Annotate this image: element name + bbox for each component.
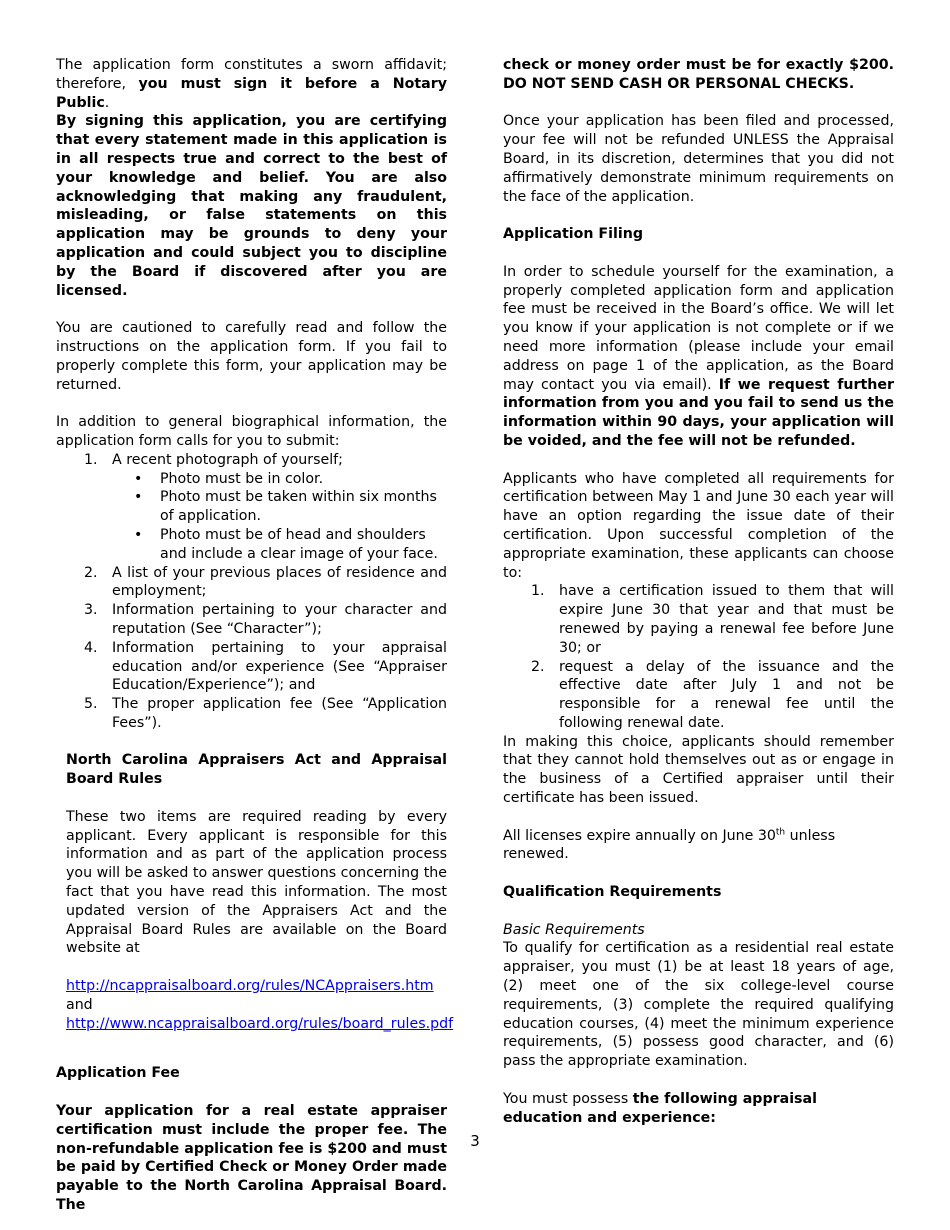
list-item-text: request a delay of the issuance and the effective date after July 1 and not be responsible for a renewal fee until the following renewal date. bbox=[559, 658, 894, 731]
list-item-text: A recent photograph of yourself; bbox=[112, 451, 343, 468]
expiration-text-end: unless renewed. bbox=[503, 827, 836, 863]
filing-text: In order to schedule yourself for the examination, a properly completed application form and application fee must be received in the Board’s office. We will let you know if your application is not complete or if we need more information (please include your email address on page 1 of the application, as the Board may contact you via email). bbox=[503, 263, 894, 393]
bullet-item: • Photo must be taken within six months of application. bbox=[112, 488, 447, 526]
act-paragraph: These two items are required reading by every applicant. Every applicant is responsible for this information and as part of the application process you will be asked to answer questions concerning the fact that you have read this information. The most updated version of the Appraisers Act and the Appraisal Board Rules are available on the Board website at bbox=[66, 808, 447, 957]
list-item bbox=[56, 639, 447, 695]
applicants-paragraph: Applicants who have completed all requirements for certification between May 1 and June 30 each year will have an option regarding the issue date of their certification. Upon successful completion of the appropriate examination, these applicants can choose to: bbox=[503, 470, 894, 581]
list-item-text: A list of your previous places of residence and employment; bbox=[112, 564, 447, 600]
basic-requirements-heading: Basic Requirements bbox=[503, 921, 645, 938]
filing-paragraph bbox=[503, 263, 894, 451]
addition-paragraph: In addition to general biographical information, the application form calls for you to submit: bbox=[56, 414, 447, 449]
act-heading: North Carolina Appraisers Act and Appraisal Board Rules bbox=[66, 752, 447, 788]
choice-paragraph: In making this choice, applicants should remember that they cannot hold themselves out as or engage in the business of a Certified appraiser until their certificate has been issued. bbox=[503, 733, 894, 807]
possess-paragraph bbox=[503, 1090, 894, 1128]
bullet-item: • Photo must be of head and shoulders and include a clear image of your face. bbox=[112, 526, 447, 564]
list-item-text: have a certification issued to them that will expire June 30 that year and that must be renewed by paying a renewal fee before June 30; or bbox=[559, 583, 894, 656]
intro-paragraph bbox=[56, 56, 447, 112]
list-item bbox=[503, 658, 894, 733]
board-rules-link[interactable]: http://www.ncappraisalboard.org/rules/board_rules.pdf bbox=[66, 1015, 454, 1032]
appraisers-act-link[interactable]: http://ncappraisalboard.org/rules/NCAppraisers.htm bbox=[66, 978, 434, 995]
list-number: 5. bbox=[84, 696, 98, 713]
filing-heading: Application Filing bbox=[503, 226, 643, 243]
and-text: and bbox=[66, 996, 93, 1013]
fee-heading: Application Fee bbox=[56, 1065, 180, 1082]
list-item-text: The proper application fee (See “Application Fees”). bbox=[112, 696, 447, 731]
intro-period: . bbox=[104, 94, 110, 111]
list-item-text: Information pertaining to your appraisal education and/or experience (See “Appraiser Education/Experience”); and bbox=[112, 639, 447, 694]
certification-statement: By signing this application, you are certifying that every statement made in this application is in all respects true and correct to the best of your knowledge and belief. You are also acknowledging that making any fraudulent, misleading, or false statements on this application may be grounds to deny your application and could subject you to discipline by the Board if discovered after you are licensed. bbox=[56, 113, 447, 299]
list-item-text: Information pertaining to your character and reputation (See “Character”); bbox=[112, 602, 447, 637]
act-section bbox=[56, 751, 454, 1033]
list-number: 2. bbox=[84, 564, 98, 581]
fee-continuation: check or money order must be for exactly $200. DO NOT SEND CASH OR PERSONAL CHECKS. bbox=[503, 57, 894, 92]
list-item bbox=[56, 451, 447, 564]
list-number: 3. bbox=[84, 602, 98, 619]
list-item bbox=[56, 564, 447, 602]
right-column bbox=[503, 56, 894, 1127]
intro-text: The application form constitutes a sworn affidavit; therefore, bbox=[56, 57, 447, 92]
possess-text: You must possess bbox=[503, 1090, 633, 1107]
links-block bbox=[66, 977, 454, 1033]
photo-requirements bbox=[112, 470, 447, 564]
list-item bbox=[56, 695, 447, 733]
fee-paragraph: Your application for a real estate appraiser certification must include the proper fee. The non-refundable application fee is $200 and must be paid by Certified Check or Money Order made payable to the North Carolina Appraisal Board. The bbox=[56, 1103, 447, 1214]
list-number: 2. bbox=[531, 658, 545, 675]
refund-paragraph: Once your application has been filed and processed, your fee will not be refunded UNLESS the Appraisal Board, in its discretion, determines that you did not affirmatively demonstrate minimum requirements on the face of the application. bbox=[503, 113, 894, 205]
notary-requirement: you must sign it before a Notary Public bbox=[56, 75, 447, 111]
submit-list bbox=[56, 451, 447, 733]
caution-paragraph: You are cautioned to carefully read and follow the instructions on the application form. If you fail to properly complete this form, your application may be returned. bbox=[56, 320, 447, 393]
list-number: 4. bbox=[84, 639, 98, 656]
list-number: 1. bbox=[531, 583, 545, 600]
bullet-item: • Photo must be in color. bbox=[112, 470, 447, 489]
left-column bbox=[56, 56, 454, 1215]
expiration-text: All licenses expire annually on June 30 bbox=[503, 827, 776, 844]
list-item bbox=[503, 582, 894, 657]
options-list bbox=[503, 582, 894, 732]
filing-warning: If we request further information from you and you fail to send us the information within 90 days, your application will be voided, and the fee will not be refunded. bbox=[503, 376, 894, 449]
basic-requirements-paragraph: To qualify for certification as a residential real estate appraiser, you must (1) be at least 18 years of age, (2) meet one of the six college-level course requirements, (3) complete the required qualifying education courses, (4) meet the minimum experience requirements, (5) possess good character, and (6) pass the appropriate examination. bbox=[503, 940, 894, 1070]
possess-emphasis: the following appraisal education and experience: bbox=[503, 1090, 817, 1126]
page-number: 3 bbox=[470, 1132, 480, 1150]
list-item bbox=[56, 601, 447, 639]
expiration-paragraph bbox=[503, 827, 894, 865]
ordinal-suffix: th bbox=[775, 826, 786, 837]
list-number: 1. bbox=[84, 451, 98, 468]
qualification-heading: Qualification Requirements bbox=[503, 884, 722, 901]
